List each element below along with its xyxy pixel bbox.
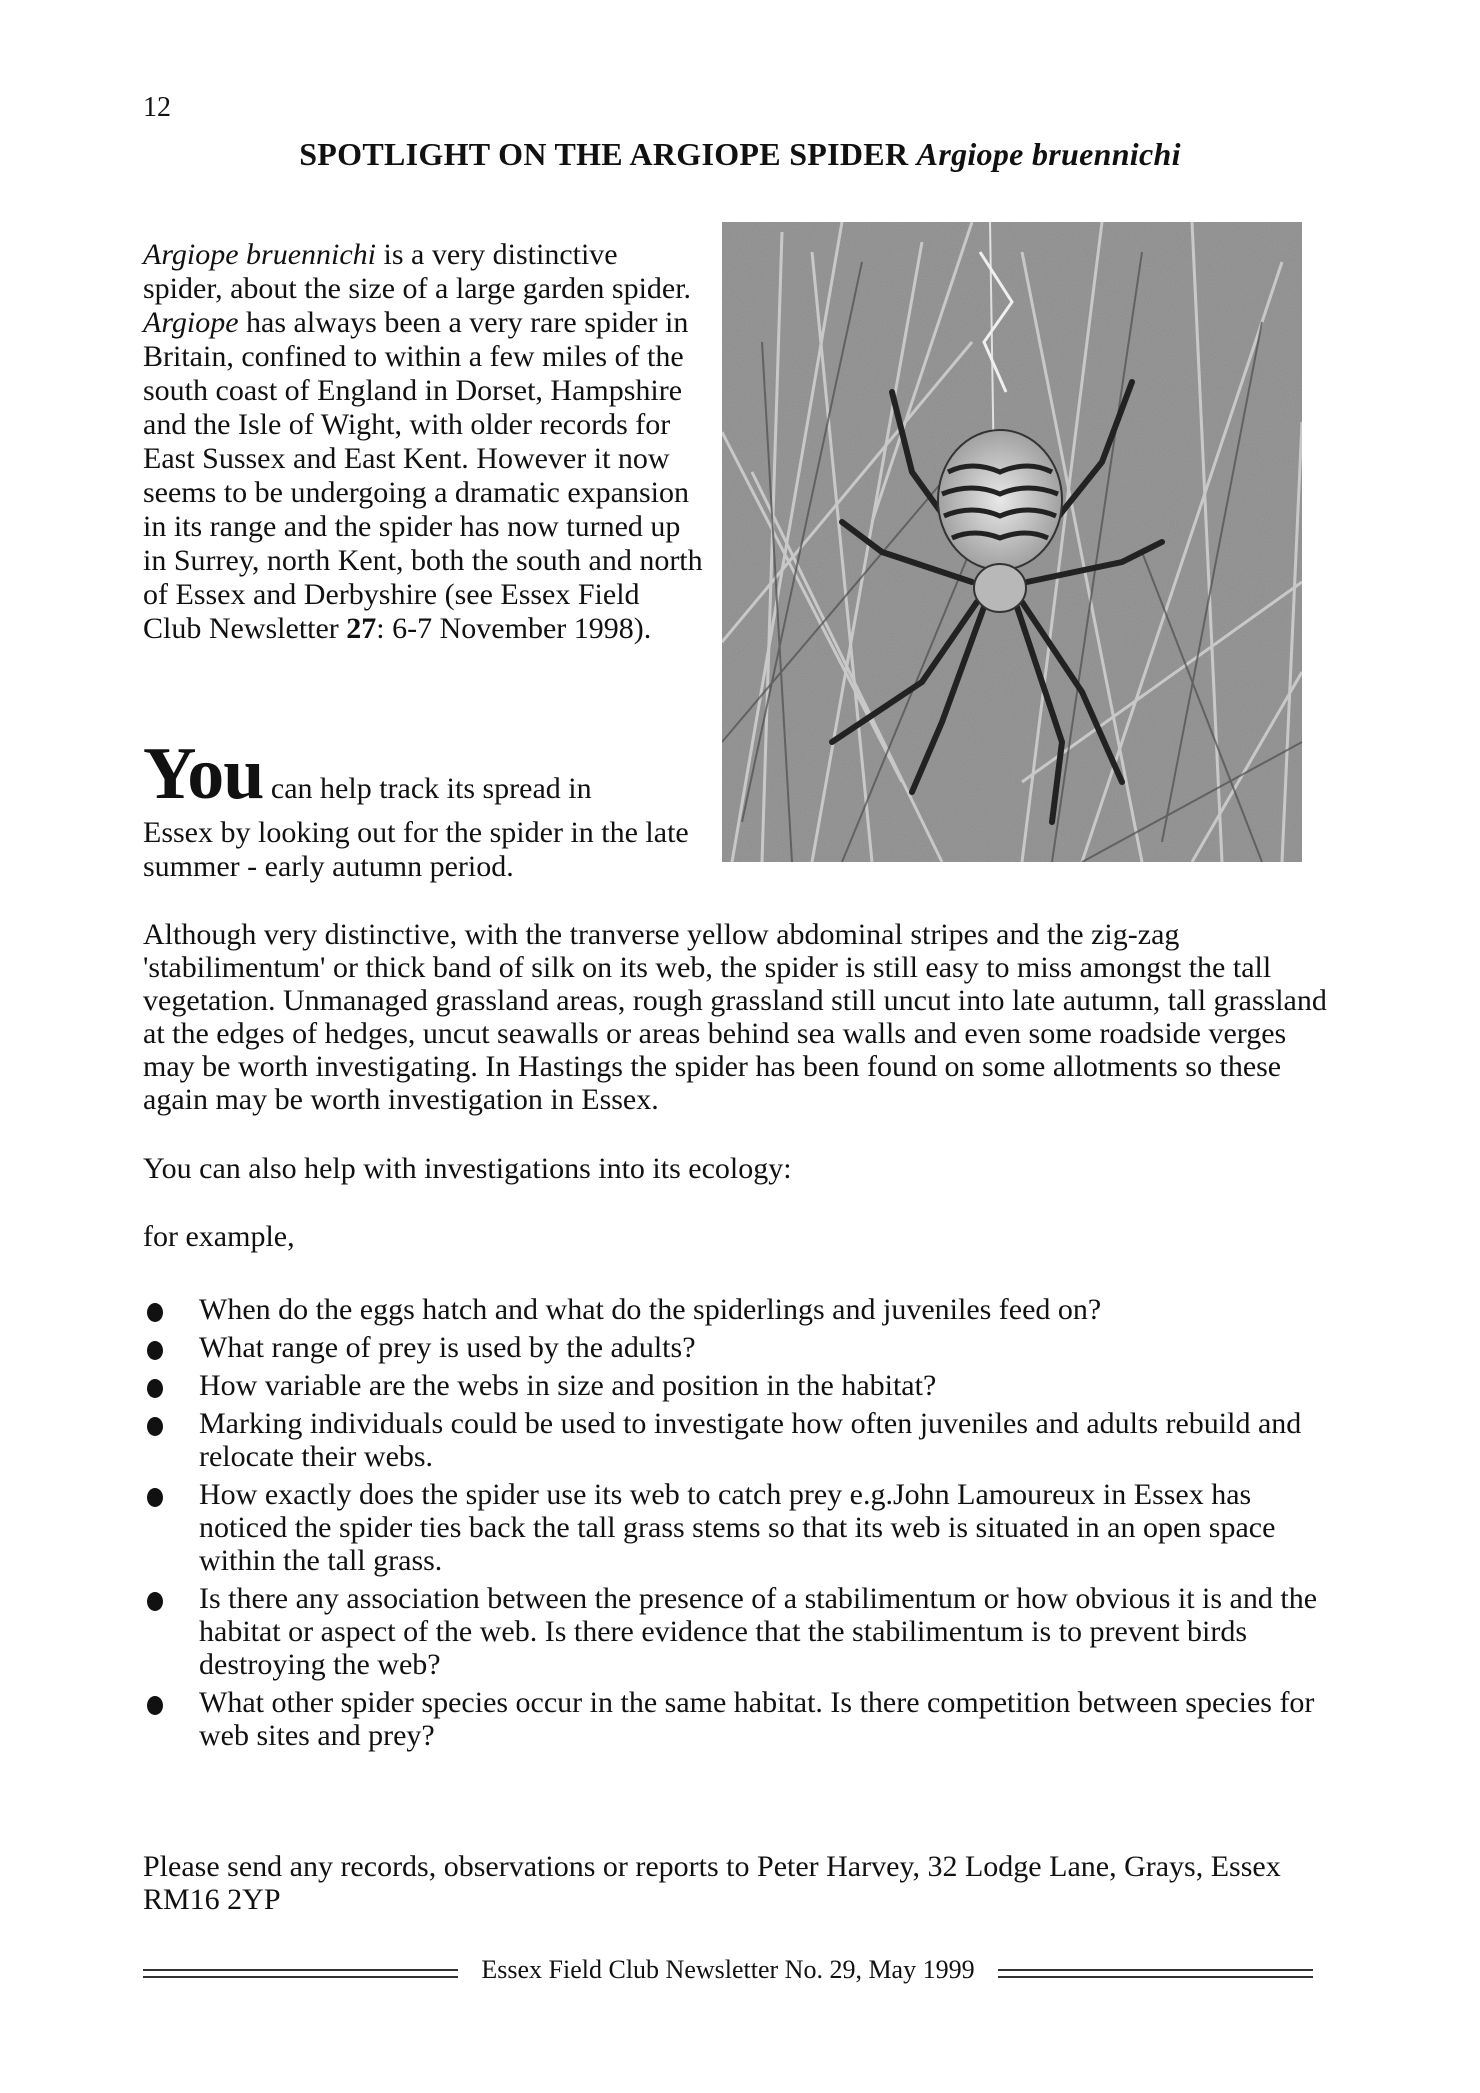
intro-species: Argiope bruennichi <box>143 238 377 271</box>
bullet-icon <box>147 1417 163 1436</box>
question-text: What other spider species occur in the same habitat. Is there competition between species for web sites and prey? <box>199 1686 1315 1752</box>
title-species: Argiope bruennichi <box>916 136 1181 172</box>
habitat-paragraph: Although very distinctive, with the tranverse yellow abdominal stripes and the zig-zag 'stabilimentum' or thick band of silk on its web, the spider is still easy to miss amongst the tall vegetation. Unmanaged grassland areas, rough grassland still uncut into late autumn, tall grassland at the edges of hedges, uncut seawalls or areas behind sea walls and even some roadside verges may be worth investigating. In Hastings the spider has been found on some allotments so these again may be worth investigation in Essex. <box>143 918 1327 1116</box>
footer-rule-right <box>998 1969 1313 1978</box>
list-item <box>143 1478 1343 1577</box>
intro-paragraph <box>143 238 703 646</box>
page-footer <box>143 1955 1313 1995</box>
list-item <box>143 1686 1343 1752</box>
bullet-icon <box>147 1592 163 1611</box>
contact-paragraph: Please send any records, observations or reports to Peter Harvey, 32 Lodge Lane, Grays, Essex RM16 2YP <box>143 1850 1281 1916</box>
list-item <box>143 1331 1343 1364</box>
bullet-icon <box>147 1696 163 1715</box>
you-rest-1: can help track its spread in <box>263 772 592 805</box>
you-big-word: You <box>143 733 264 815</box>
spider-photo <box>722 222 1302 862</box>
you-rest-2: Essex by looking out for the spider in the late summer - early autumn period. <box>143 816 689 883</box>
page-number: 12 <box>143 92 171 123</box>
intro-text-2: has always been a very rare spider in Britain, confined to within a few miles of the south coast of England in Dorset, Hampshire and the Isle of Wight, with older records for East Sussex and East Kent. However it now seems to be undergoing a dramatic expansion in its range and the spider has now turned up in Surrey, north Kent, both the south and north of Essex and Derbyshire (see Essex Field Club Newsletter <box>143 306 703 645</box>
intro-genus: Argiope <box>143 306 239 339</box>
list-item <box>143 1369 1343 1402</box>
list-item <box>143 1407 1343 1473</box>
article-title <box>0 136 1480 173</box>
question-text: Marking individuals could be used to investigate how often juveniles and adults rebuild and relocate their webs. <box>199 1407 1302 1473</box>
bullet-icon <box>147 1341 163 1360</box>
help-line: You can also help with investigations into its ecology: <box>143 1152 792 1185</box>
bullet-icon <box>147 1488 163 1507</box>
intro-issue-number: 27 <box>346 612 377 645</box>
intro-text-3: : 6-7 November 1998). <box>376 612 652 645</box>
footer-rule-left <box>143 1969 458 1978</box>
you-callout <box>143 733 703 884</box>
question-text: Is there any association between the presence of a stabilimentum or how obvious it is and the habitat or aspect of the web. Is there evidence that the stabilimentum is to prevent birds destroying the web? <box>199 1582 1318 1681</box>
bullet-icon <box>147 1303 163 1322</box>
title-main: SPOTLIGHT ON THE ARGIOPE SPIDER <box>299 136 917 172</box>
list-item <box>143 1293 1343 1326</box>
question-list <box>143 1293 1343 1757</box>
question-text: How exactly does the spider use its web to catch prey e.g.John Lamoureux in Essex has noticed the spider ties back the tall grass stems so that its web is situated in an open space within the tall grass. <box>199 1478 1276 1577</box>
bullet-icon <box>147 1379 163 1398</box>
list-item <box>143 1582 1343 1681</box>
footer-text: Essex Field Club Newsletter No. 29, May 1999 <box>463 1955 993 1985</box>
question-text: When do the eggs hatch and what do the spiderlings and juveniles feed on? <box>199 1293 1102 1326</box>
you-first-line <box>143 733 703 815</box>
question-text: How variable are the webs in size and position in the habitat? <box>199 1369 937 1402</box>
for-example-line: for example, <box>143 1220 295 1253</box>
intro-text-1: is a very distinctive spider, about the size of a large garden spider. <box>143 238 692 305</box>
question-text: What range of prey is used by the adults? <box>199 1331 696 1364</box>
